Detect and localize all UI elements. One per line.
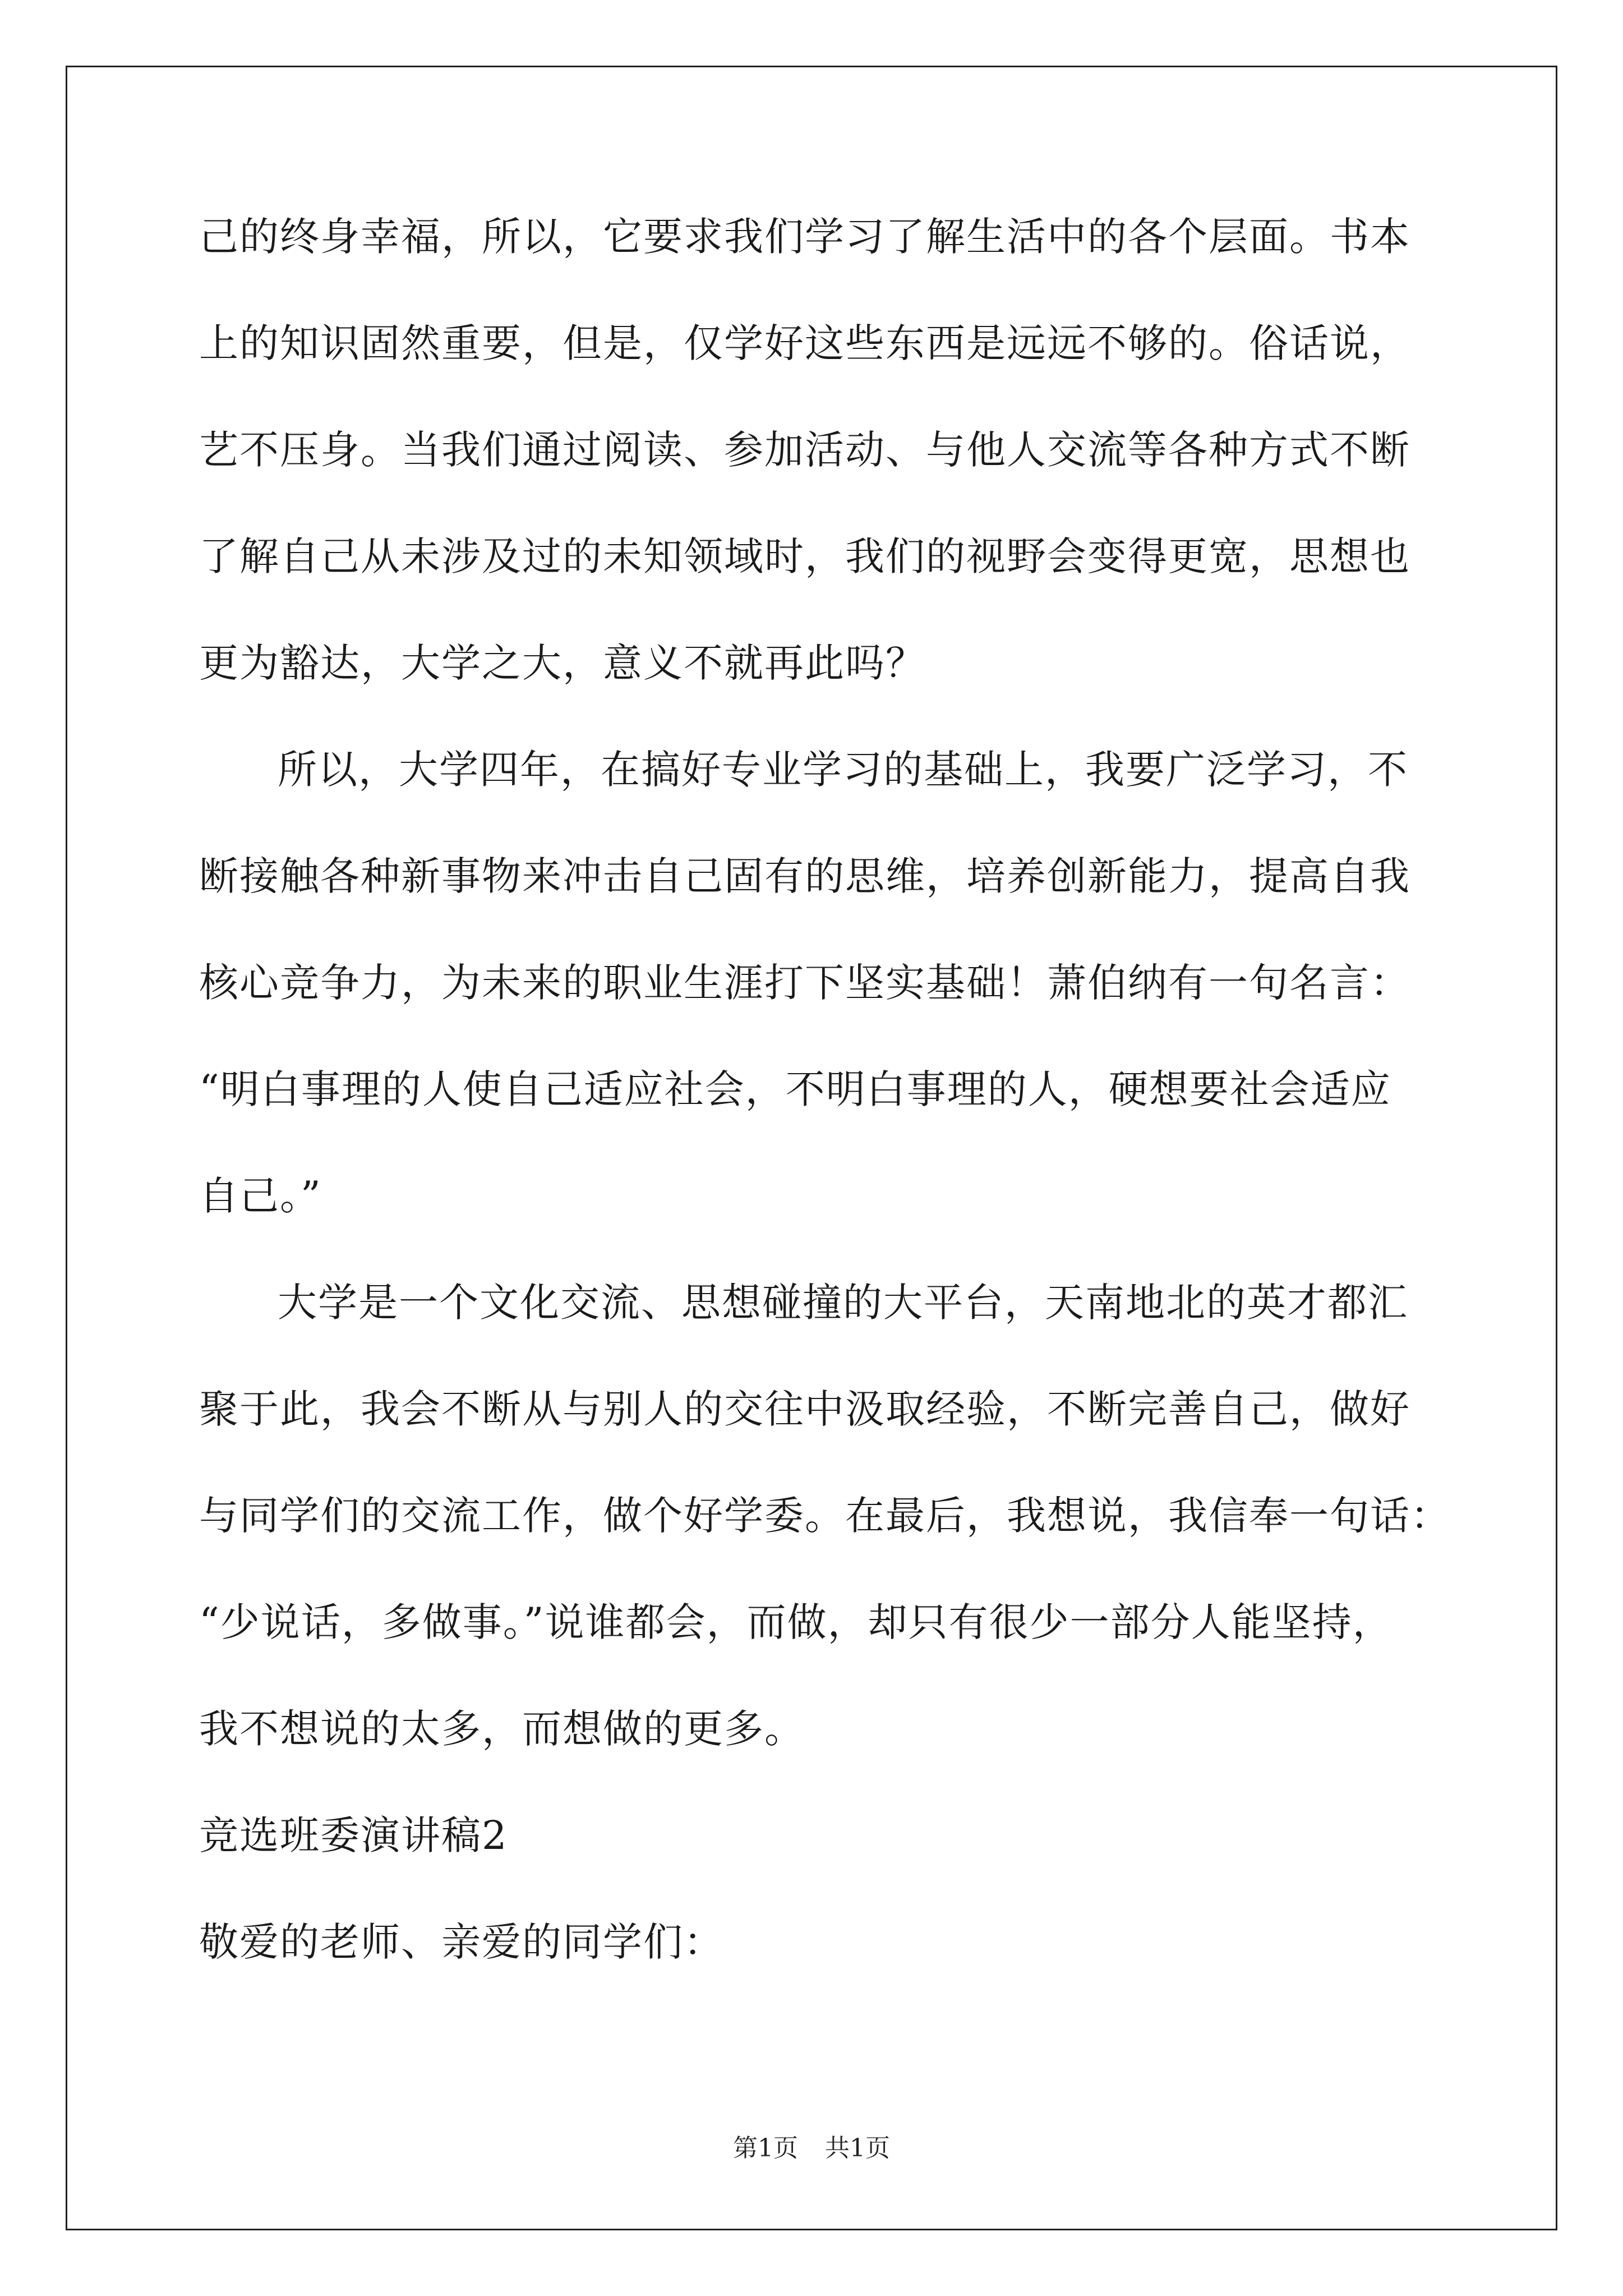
quote-line: 自己。” — [199, 1173, 322, 1219]
salutation-line: 敬爱的老师、亲爱的同学们： — [199, 1919, 724, 1965]
text-line: 艺不压身。当我们通过阅读、参加活动、与他人交流等各种方式不断 — [199, 427, 1410, 473]
page-total: 共1页 — [825, 2134, 890, 2162]
paragraph-start-line: 大学是一个文化交流、思想碰撞的大平台，天南地北的英才都汇 — [278, 1280, 1408, 1326]
text-line: 更为豁达，大学之大，意义不就再此吗？ — [199, 640, 926, 686]
text-line: 聚于此，我会不断从与别人的交往中汲取经验，不断完善自己，做好 — [199, 1386, 1410, 1432]
section-heading: 竞选班委演讲稿2 — [199, 1812, 508, 1858]
text-line: 上的知识固然重要，但是，仅学好这些东西是远远不够的。俗话说， — [199, 320, 1410, 366]
text-line: 与同学们的交流工作，做个好学委。在最后，我想说，我信奉一句话： — [199, 1493, 1451, 1539]
text-line: 了解自己从未涉及过的未知领域时，我们的视野会变得更宽，思想也 — [199, 533, 1410, 579]
text-line: 核心竞争力，为未来的职业生涯打下坚实基础！萧伯纳有一句名言： — [199, 960, 1410, 1006]
page-number: 第1页 — [733, 2134, 798, 2162]
page-footer — [0, 2132, 1623, 2165]
text-line: 己的终身幸福，所以，它要求我们学习了解生活中的各个层面。书本 — [199, 214, 1410, 260]
text-line: 断接触各种新事物来冲击自己固有的思维，培养创新能力，提高自我 — [199, 853, 1410, 899]
document-body — [199, 209, 1451, 2021]
quote-line: “明白事理的人使自己适应社会，不明白事理的人，硬想要社会适应 — [199, 1066, 1391, 1112]
paragraph-start-line: 所以，大学四年，在搞好专业学习的基础上，我要广泛学习，不 — [278, 747, 1408, 793]
text-line: “少说话，多做事。”说谁都会，而做，却只有很少一部分人能坚持， — [199, 1599, 1393, 1645]
text-line: 我不想说的太多，而想做的更多。 — [199, 1706, 805, 1752]
